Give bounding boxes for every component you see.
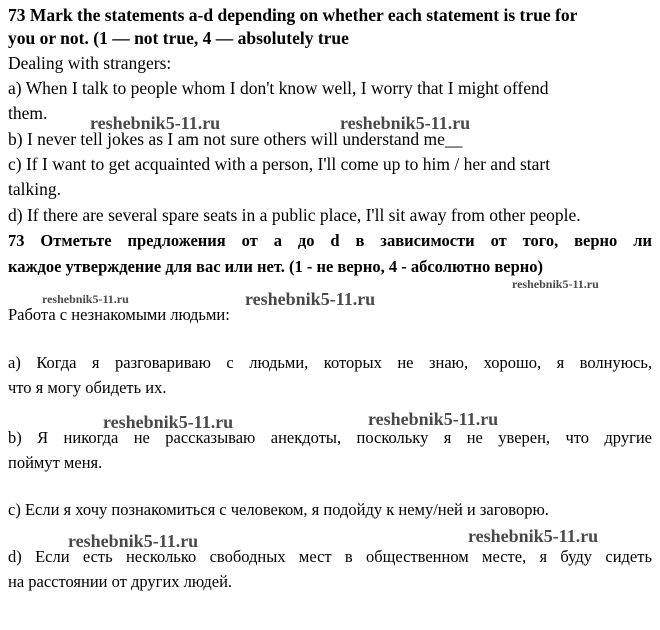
english-statement-c-line-2: talking.: [8, 179, 61, 199]
watermark: reshebnik5-11.ru: [512, 277, 599, 291]
russian-statement-a-line-1: a) Когда я разговариваю с людьми, которых не знаю, хорошо, я волнуюсь,: [8, 353, 652, 372]
watermark: reshebnik5-11.ru: [245, 289, 376, 309]
russian-statement-a-line-2: что я могу обидеть их.: [8, 378, 167, 397]
watermark: reshebnik5-11.ru: [103, 412, 234, 432]
english-statement-a-line-1: a) When I talk to people whom I don't know well, I worry that I might offend: [8, 78, 549, 98]
russian-statement-c: c) Если я хочу познакомиться с человеком, я подойду к нему/ней и заговорю.: [8, 500, 549, 519]
russian-statement-b-line-2: поймут меня.: [8, 453, 103, 472]
russian-subtitle: Работа с незнакомыми людьми:: [8, 305, 230, 324]
watermark: reshebnik5-11.ru: [368, 409, 499, 429]
russian-statement-d-line-1: d) Если есть несколько свободных мест в общественном месте, я буду сидеть: [8, 547, 652, 566]
russian-title-line-1: 73 Отметьте предложения от a до d в зависимости от того, верно ли: [8, 231, 652, 250]
watermark: reshebnik5-11.ru: [468, 526, 599, 546]
english-statement-c-line-1: c) If I want to get acquainted with a person, I'll come up to him / her and start: [8, 154, 551, 174]
english-title-line-2: you or not. (1 — not true, 4 — absolutely true: [8, 28, 349, 48]
english-title-line-1: 73 Mark the statements a-d depending on whether each statement is true for: [8, 5, 578, 25]
russian-statement-d-line-2: на расстоянии от других людей.: [8, 572, 233, 591]
watermark: reshebnik5-11.ru: [90, 113, 221, 133]
english-statement-d: d) If there are several spare seats in a public place, I'll sit away from other people.: [8, 205, 581, 225]
watermark: reshebnik5-11.ru: [42, 292, 129, 306]
watermark: reshebnik5-11.ru: [68, 531, 199, 551]
english-statement-b: b) I never tell jokes as I am not sure others will understand me__: [8, 129, 463, 149]
russian-statement-b-line-1: b) Я никогда не рассказываю анекдоты, поскольку я не уверен, что другие: [8, 428, 652, 447]
english-statement-a-line-2: them.: [8, 103, 48, 123]
russian-title-line-2: каждое утверждение для вас или нет. (1 - не верно, 4 - абсолютно верно): [8, 257, 543, 276]
watermark: reshebnik5-11.ru: [340, 113, 471, 133]
english-subtitle: Dealing with strangers:: [8, 53, 172, 73]
